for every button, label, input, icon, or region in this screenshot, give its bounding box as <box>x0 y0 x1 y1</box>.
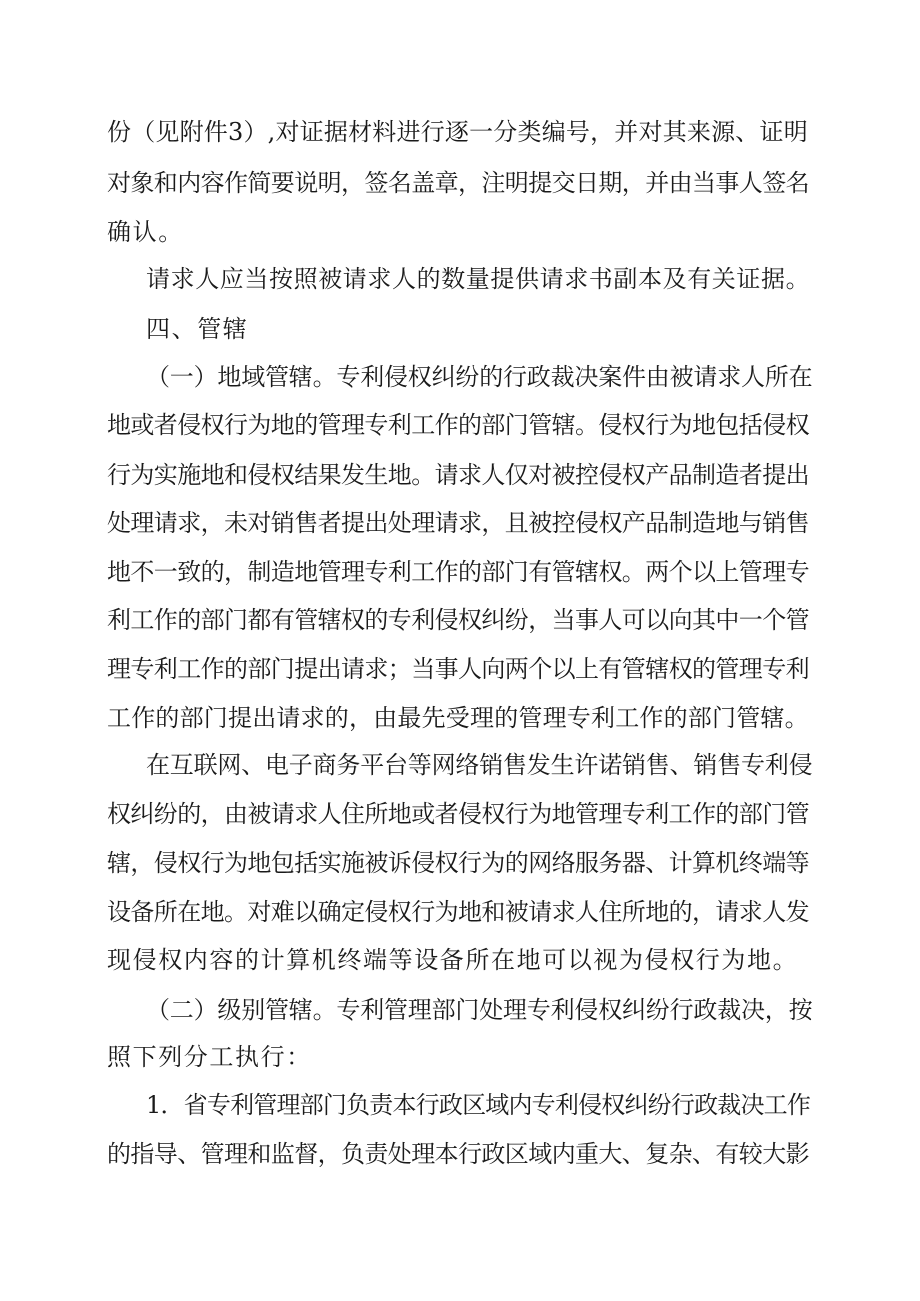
text-line: 权纠纷的，由被请求人住所地或者侵权行为地管理专利工作的部门管 <box>107 800 809 828</box>
text-line: 对象和内容作简要说明，签名盖章，注明提交日期，并由当事人签名 <box>107 169 809 197</box>
text-line: 理专利工作的部门提出请求；当事人向两个以上有管辖权的管理专利 <box>107 655 809 683</box>
section-heading: 四、管辖 <box>146 315 249 343</box>
text-line: 辖，侵权行为地包括实施被诉侵权行为的网络服务器、计算机终端等 <box>107 849 809 877</box>
text-line: 行为实施地和侵权结果发生地。请求人仅对被控侵权产品制造者提出 <box>107 461 809 489</box>
text-line: 份（见附件3）,对证据材料进行逐一分类编号，并对其来源、证明 <box>107 118 808 146</box>
text-line: （一）地域管辖。专利侵权纠纷的行政裁决案件由被请求人所在 <box>146 363 813 391</box>
text-line: 照下列分工执行： <box>107 1043 312 1071</box>
text-line: 现侵权内容的计算机终端等设备所在地可以视为侵权行为地。 <box>107 946 799 974</box>
text-line: 地不一致的，制造地管理专利工作的部门有管辖权。两个以上管理专 <box>107 558 809 586</box>
text-line: 地或者侵权行为地的管理专利工作的部门管辖。侵权行为地包括侵权 <box>107 411 809 439</box>
text-line: 请求人应当按照被请求人的数量提供请求书副本及有关证据。 <box>146 265 811 293</box>
text-line: （二）级别管辖。专利管理部门处理专利侵权纠纷行政裁决，按 <box>146 996 813 1024</box>
text-line: 1．省专利管理部门负责本行政区域内专利侵权纠纷行政裁决工作 <box>146 1091 811 1119</box>
text-line: 确认。 <box>107 218 184 246</box>
text-line: 在互联网、电子商务平台等网络销售发生许诺销售、销售专利侵 <box>146 751 813 779</box>
text-line: 工作的部门提出请求的，由最先受理的管理专利工作的部门管辖。 <box>107 704 809 732</box>
text-line: 的指导、管理和监督，负责处理本行政区域内重大、复杂、有较大影 <box>107 1140 809 1168</box>
text-line: 利工作的部门都有管辖权的专利侵权纠纷，当事人可以向其中一个管 <box>107 606 809 634</box>
text-line: 设备所在地。对难以确定侵权行为地和被请求人住所地的，请求人发 <box>107 898 809 926</box>
text-line: 处理请求，未对销售者提出处理请求，且被控侵权产品制造地与销售 <box>107 509 809 537</box>
